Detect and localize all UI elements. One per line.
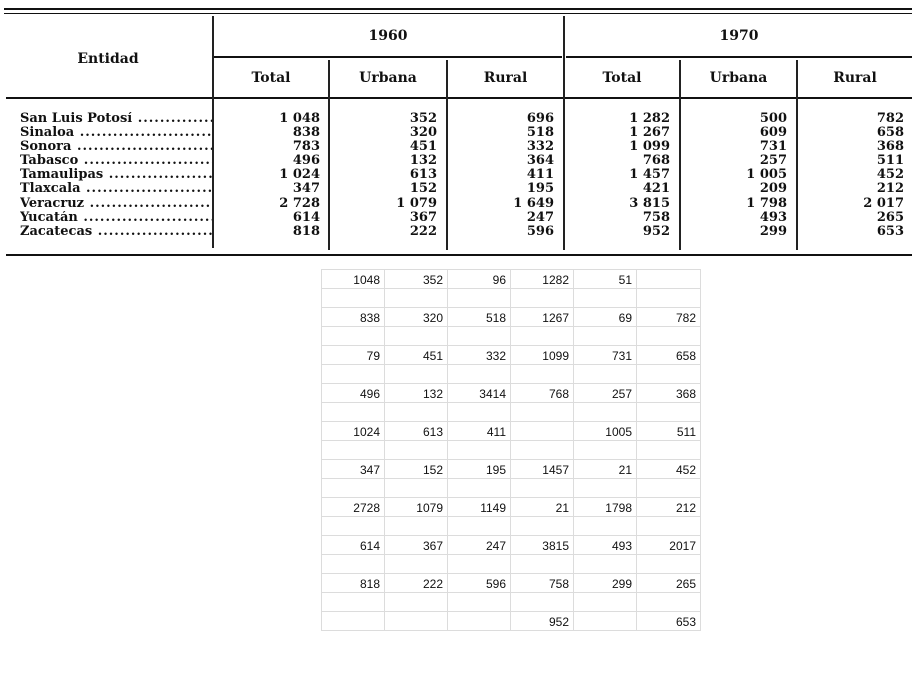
sheet-cell[interactable] [511,441,574,460]
sheet-cell[interactable] [574,555,637,574]
sheet-cell[interactable]: 496 [322,384,385,403]
sheet-cell[interactable] [385,593,448,612]
sheet-cell[interactable] [385,479,448,498]
sheet-cell[interactable]: 212 [637,498,701,517]
sheet-cell[interactable]: 952 [511,612,574,631]
divider-years [563,16,565,250]
sheet-cell[interactable] [448,612,511,631]
sheet-cell[interactable]: 21 [511,498,574,517]
table-row [322,460,701,479]
sheet-cell[interactable] [385,289,448,308]
sheet-cell[interactable]: 818 [322,574,385,593]
table-row [322,384,701,403]
header-rule [6,97,912,99]
sheet-cell[interactable] [385,612,448,631]
sheet-cell[interactable]: 1079 [385,498,448,517]
entity-name: Zacatecas ..... [20,225,212,239]
entity-name: Tlaxcala ..... [20,182,212,196]
sheet-cell[interactable] [448,441,511,460]
sheet-cell[interactable] [322,289,385,308]
sheet-cell[interactable]: 3414 [448,384,511,403]
sheet-cell[interactable]: 2017 [637,536,701,555]
table-row [322,612,701,631]
header-total-1970: Total [602,70,642,86]
sheet-cell[interactable]: 152 [385,460,448,479]
sheet-cell[interactable] [574,479,637,498]
sheet-cell[interactable]: 731 [574,346,637,365]
sheet-cell[interactable] [637,365,701,384]
table-row [322,365,701,384]
column-urban-1960: 352 320 451 132 613 152 1 079 367 222 [396,111,437,239]
divider-1960-total [328,60,330,250]
sheet-cell[interactable] [511,593,574,612]
sheet-cell[interactable] [385,441,448,460]
column-rural-1970: 782 658 368 511 452 212 2 017 265 653 [863,111,904,239]
sheet-cell[interactable] [574,517,637,536]
top-rule [4,8,912,10]
sheet-cell[interactable] [322,517,385,536]
sheet-cell[interactable]: 79 [322,346,385,365]
sheet-cell[interactable]: 96 [448,270,511,289]
header-urban-1960: Urbana [359,70,417,86]
column-total-1960: 1 048 838 783 496 1 024 347 2 728 614 818 [279,111,320,239]
sheet-cell[interactable]: 1048 [322,270,385,289]
spreadsheet-grid [321,269,701,631]
sheet-cell[interactable] [511,327,574,346]
sheet-cell[interactable]: 1282 [511,270,574,289]
column-urban-1970: 500 609 731 257 1 005 209 1 798 493 299 [746,111,787,239]
sheet-cell[interactable]: 614 [322,536,385,555]
header-entity: Entidad [77,51,139,67]
sheet-cell[interactable] [385,517,448,536]
sheet-cell[interactable] [511,365,574,384]
sheet-table [321,269,701,631]
sheet-cell[interactable] [322,612,385,631]
entity-name: Tamaulipas ..... [20,168,212,182]
scanned-table [0,0,920,262]
divider-1960-urban [446,60,448,250]
sheet-cell[interactable]: 452 [637,460,701,479]
sheet-cell[interactable]: 320 [385,308,448,327]
year-1960-rule [214,56,562,58]
header-urban-1970: Urbana [709,70,768,86]
table-row [322,346,701,365]
sheet-cell[interactable]: 1798 [574,498,637,517]
sheet-cell[interactable]: 758 [511,574,574,593]
sheet-cell[interactable]: 368 [637,384,701,403]
entity-name: San Luis Potosí ..... [20,112,212,126]
sheet-cell[interactable]: 347 [322,460,385,479]
sheet-cell[interactable] [322,441,385,460]
sheet-cell[interactable]: 613 [385,422,448,441]
sheet-cell[interactable]: 332 [448,346,511,365]
sheet-cell[interactable] [385,555,448,574]
sheet-cell[interactable]: 411 [448,422,511,441]
divider-1970-total [679,60,681,250]
sheet-cell[interactable] [637,270,701,289]
sheet-cell[interactable] [322,555,385,574]
top-rule-2 [4,13,912,14]
sheet-cell[interactable]: 768 [511,384,574,403]
year-1970-rule [566,56,912,58]
sheet-cell[interactable] [511,289,574,308]
column-rural-1960: 696 518 332 364 411 195 1 649 247 596 [513,111,554,239]
table-row [322,555,701,574]
sheet-cell[interactable] [511,479,574,498]
divider-1970-urban [796,60,798,250]
sheet-cell[interactable] [322,365,385,384]
sheet-cell[interactable] [511,403,574,422]
sheet-cell[interactable] [448,593,511,612]
entity-list [20,112,212,239]
sheet-cell[interactable]: 518 [448,308,511,327]
sheet-cell[interactable]: 21 [574,460,637,479]
table-row [322,593,701,612]
sheet-cell[interactable] [637,555,701,574]
sheet-cell[interactable]: 132 [385,384,448,403]
sheet-cell[interactable]: 195 [448,460,511,479]
entity-name: Sonora ..... [20,140,212,154]
table-row [322,308,701,327]
sheet-cell[interactable]: 1024 [322,422,385,441]
sheet-cell[interactable]: 493 [574,536,637,555]
sheet-cell[interactable] [637,441,701,460]
sheet-cell[interactable]: 299 [574,574,637,593]
sheet-cell[interactable] [574,441,637,460]
sheet-cell[interactable]: 1149 [448,498,511,517]
column-total-1970: 1 282 1 267 1 099 768 1 457 421 3 815 758 952 [629,111,670,239]
sheet-cell[interactable]: 838 [322,308,385,327]
sheet-cell[interactable] [322,479,385,498]
sheet-cell[interactable]: 247 [448,536,511,555]
table-row [322,441,701,460]
sheet-cell[interactable]: 1267 [511,308,574,327]
sheet-cell[interactable]: 69 [574,308,637,327]
sheet-cell[interactable] [637,517,701,536]
sheet-cell[interactable] [322,593,385,612]
sheet-cell[interactable] [637,289,701,308]
sheet-cell[interactable]: 2728 [322,498,385,517]
table-row [322,479,701,498]
table-row [322,270,701,289]
sheet-cell[interactable]: 51 [574,270,637,289]
sheet-cell[interactable] [448,479,511,498]
sheet-cell[interactable] [574,365,637,384]
sheet-cell[interactable]: 265 [637,574,701,593]
sheet-cell[interactable] [574,612,637,631]
sheet-cell[interactable] [385,365,448,384]
sheet-cell[interactable] [322,403,385,422]
sheet-cell[interactable] [511,555,574,574]
sheet-cell[interactable]: 352 [385,270,448,289]
sheet-cell[interactable] [385,403,448,422]
sheet-cell[interactable]: 782 [637,308,701,327]
table-row [322,517,701,536]
sheet-cell[interactable] [574,327,637,346]
sheet-cell[interactable] [448,403,511,422]
sheet-cell[interactable]: 1457 [511,460,574,479]
divider-entity [212,16,214,248]
entity-name: Sinaloa ..... [20,126,212,140]
header-rural-1960: Rural [483,70,528,86]
sheet-cell[interactable] [637,593,701,612]
sheet-cell[interactable]: 3815 [511,536,574,555]
table-row [322,536,701,555]
sheet-cell[interactable]: 1099 [511,346,574,365]
sheet-cell[interactable]: 1005 [574,422,637,441]
sheet-cell[interactable] [448,555,511,574]
sheet-cell[interactable] [574,403,637,422]
entity-name: Yucatán ..... [20,211,212,225]
sheet-cell[interactable]: 653 [637,612,701,631]
sheet-cell[interactable]: 658 [637,346,701,365]
header-year-1970: 1970 [719,28,759,44]
header-rural-1970: Rural [833,70,877,86]
sheet-cell[interactable] [637,479,701,498]
sheet-cell[interactable]: 222 [385,574,448,593]
sheet-cell[interactable] [511,422,574,441]
sheet-cell[interactable] [322,327,385,346]
table-row [322,327,701,346]
entity-name: Veracruz ..... [20,197,212,211]
entity-name: Tabasco ..... [20,154,212,168]
sheet-cell[interactable]: 596 [448,574,511,593]
sheet-cell[interactable] [448,517,511,536]
sheet-cell[interactable] [637,403,701,422]
header-total-1960: Total [251,70,291,86]
sheet-cell[interactable] [385,327,448,346]
sheet-cell[interactable] [511,517,574,536]
bottom-rule [6,254,912,256]
sheet-cell[interactable] [448,289,511,308]
sheet-cell[interactable] [574,593,637,612]
sheet-cell[interactable]: 257 [574,384,637,403]
sheet-cell[interactable] [448,365,511,384]
sheet-cell[interactable] [448,327,511,346]
table-row [322,289,701,308]
header-year-1960: 1960 [368,28,408,44]
table-row [322,422,701,441]
sheet-cell[interactable]: 451 [385,346,448,365]
sheet-cell[interactable] [574,289,637,308]
sheet-cell[interactable]: 367 [385,536,448,555]
table-row [322,574,701,593]
table-row [322,498,701,517]
table-row [322,403,701,422]
sheet-cell[interactable] [637,327,701,346]
sheet-cell[interactable]: 511 [637,422,701,441]
